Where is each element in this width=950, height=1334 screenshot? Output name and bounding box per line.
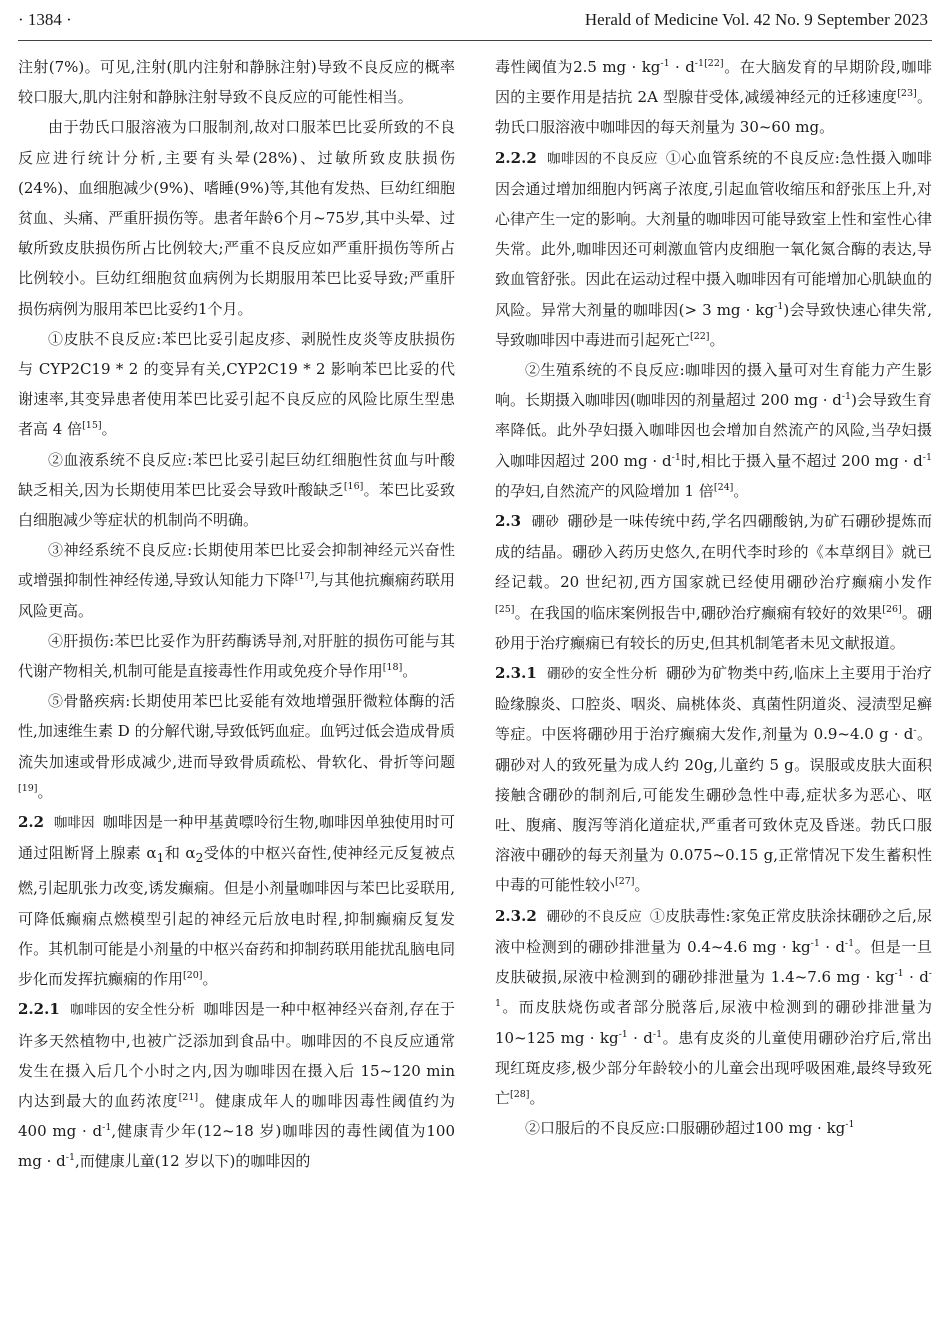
- paragraph: 毒性阈值为2.5 mg · $kg^{-1} \cdot d^{-1[22]}$。在大脑发育的早期阶段,咖啡因的主要作用是拮抗 2A 型腺苷受体,减缓神经元的迁移速度[23]。勃氏口服溶液中咖啡因的每天剂量为 30~60 mg。: [495, 58, 932, 137]
- citation: [25]: [495, 603, 515, 615]
- paragraph: ①皮肤不良反应:苯巴比妥引起皮疹、剥脱性皮炎等皮肤损伤与 CYP2C19 * 2 的变异有关,CYP2C19 * 2 影响苯巴比妥的代谢速率,其变异患者使用苯巴比妥引起不良反应的风险比原生型患者高 4 倍[15]。: [18, 329, 455, 439]
- citation: [20]: [183, 970, 203, 982]
- citation: [28]: [510, 1088, 530, 1100]
- section-2-2-2: 2.2.2 咖啡因的不良反应 ①心血管系统的不良反应:急性摄入咖啡因会通过增加细胞内钙离子浓度,引起血管收缩压和舒张压上升,对心律产生一定的影响。大剂量的咖啡因可能导致室上性和室性心律失常。此外,咖啡因还可刺激血管内皮细胞一氧化氮合酶的表达,导致血管舒张。因此在运动过程中摄入咖啡因有可能增加心肌缺血的风险。异常大剂量的咖啡因(> 3 mg · $kg^{-1}$)会导致快速心律失常,导致咖啡因中毒进而引起死亡[22]。: [495, 148, 932, 349]
- section-number: 2.3: [495, 512, 522, 531]
- section-heading: 咖啡因的不良反应: [547, 150, 658, 167]
- section-number: 2.3.2: [495, 906, 537, 925]
- section-2-2: 2.2 咖啡因 咖啡因是一种甲基黄嘌呤衍生物,咖啡因单独使用时可通过阻断肾上腺素 $\alpha_1$和 $\alpha_2$受体的中枢兴奋性,使神经元反复被点燃,引起肌张力改变,诱发癫痫。但是小剂量咖啡因与苯巴比妥联用,可降低癫痫点燃模型引起的神经元后放电时程,抑制癫痫反复发作。其机制可能是小剂量的中枢兴奋药和抑制药联用能扰乱脑电同步化而发挥抗癫痫的作用[20]。: [18, 813, 455, 989]
- right-column: [495, 52, 932, 1330]
- paragraph: ②口服后的不良反应:口服硼砂超过100 mg · $kg^{-1}$: [525, 1119, 855, 1138]
- citation: [21]: [178, 1091, 199, 1103]
- citation: [18]: [382, 662, 403, 674]
- section-2-3: 2.3 硼砂 硼砂是一味传统中药,学名四硼酸钠,为矿石硼砂提炼而成的结晶。硼砂入药历史悠久,在明代李时珍的《本草纲目》就已经记载。20 世纪初,西方国家就已经使用硼砂治疗癫痫小发作[25]。在我国的临床案例报告中,硼砂治疗癫痫有较好的效果[26]。硼砂用于治疗癫痫已有较长的历史,但其机制笔者未见文献报道。: [495, 512, 932, 652]
- section-heading: 咖啡因的安全性分析: [70, 1002, 196, 1019]
- section-2-2-1: 2.2.1 咖啡因的安全性分析 咖啡因是一种中枢神经兴奋剂,存在于许多天然植物中,也被广泛添加到食品中。咖啡因的不良反应通常发生在摄入后几个小时之内,因为咖啡因在摄入后 15~120 min 内达到最大的血药浓度[21]。健康成年人的咖啡因毒性阈值约为 400 mg · $d^{-1}$,健康青少年(12~18 岁)咖啡因的毒性阈值为100 mg · $d^{-1}$,而健康儿童(12 岁以下)的咖啡因的: [18, 1000, 455, 1171]
- citation: [23]: [897, 88, 917, 100]
- section-number: 2.2.2: [495, 148, 537, 167]
- citation: [22]: [690, 330, 710, 342]
- paragraph: 由于勃氏口服溶液为口服制剂,故对口服苯巴比妥所致的不良反应进行统计分析,主要有头晕(28%)、过敏所致皮肤损伤(24%)、血细胞减少(9%)、嗜睡(9%)等,其他有发热、巨幼红细胞贫血、头痛、严重肝损伤等。患者年龄6个月~75岁,其中头晕、过敏所致皮肤损伤所占比例较大;严重不良反应如严重肝损伤等所占比例较小。巨幼红细胞贫血病例为长期服用苯巴比妥导致;严重肝损伤病例为服用苯巴比妥约1个月。: [18, 118, 455, 318]
- section-number: 2.2: [18, 813, 45, 832]
- citation: [24]: [713, 481, 734, 493]
- journal-citation: Herald of Medicine Vol. 42 No. 9 September 2023: [584, 10, 928, 29]
- section-heading: 硼砂的不良反应: [546, 908, 642, 925]
- citation: [16]: [343, 480, 364, 492]
- paragraph: ②生殖系统的不良反应:咖啡因的摄入量可对生育能力产生影响。长期摄入咖啡因(咖啡因的剂量超过 200 mg · $d^{-1}$)会导致生育率降低。此外孕妇摄入咖啡因也会增加自然流产的风险,当孕妇摄入咖啡因超过 200 mg · $d^{-1}$时,相比于摄入量不超过 200 mg · $d^{-1}$的孕妇,自然流产的风险增加 1 倍[24]。: [495, 361, 932, 500]
- paragraph: ④肝损伤:苯巴比妥作为肝药酶诱导剂,对肝脏的损伤可能与其代谢产物相关,机制可能是直接毒性作用或免疫介导作用[18]。: [18, 631, 455, 681]
- section-number: 2.2.1: [18, 1000, 60, 1019]
- section-2-3-1: 2.3.1 硼砂的安全性分析 硼砂为矿物类中药,临床上主要用于治疗睑缘腺炎、口腔炎、咽炎、扁桃体炎、真菌性阴道炎、浸渍型足癣等症。中医将硼砂用于治疗癫痫大发作,剂量为 0.9~4.0 g · d-。硼砂对人的致死量为成人约 20g,儿童约 5 g。误服或皮肤大面积接触含硼砂的制剂后,可能发生硼砂急性中毒,症状多为恶心、呕吐、腹痛、腹泻等消化道症状,严重者可致休克及昏迷。勃氏口服溶液中硼砂的每天剂量为 0.075~0.15 g,正常情况下发生蓄积性中毒的可能性较小[27]。: [495, 664, 932, 895]
- section-number: 2.3.1: [495, 664, 537, 683]
- citation: [19]: [18, 782, 38, 794]
- citation: [27]: [615, 876, 635, 888]
- paragraph: ②血液系统不良反应:苯巴比妥引起巨幼红细胞性贫血与叶酸缺乏相关,因为长期使用苯巴比妥会导致叶酸缺乏[16]。苯巴比妥致白细胞减少等症状的机制尚不明确。: [18, 450, 455, 530]
- citation: [22]: [704, 58, 724, 69]
- header-rule: [18, 40, 932, 41]
- paragraph: ③神经系统不良反应:长期使用苯巴比妥会抑制神经元兴奋性或增强抑制性神经传递,导致认知能力下降[17],与其他抗癫痫药联用风险更高。: [18, 541, 455, 620]
- section-heading: 硼砂: [531, 514, 560, 531]
- citation: [17]: [294, 571, 315, 583]
- running-header: [0, 0, 950, 44]
- citation: [15]: [82, 420, 102, 432]
- citation: [26]: [882, 603, 902, 615]
- paragraph: ⑤骨骼疾病:长期使用苯巴比妥能有效地增强肝微粒体酶的活性,加速维生素 D 的分解代谢,导致低钙血症。血钙过低会造成骨质流失加速或骨形成减少,进而导致骨质疏松、骨软化、骨折等问题[19]。: [18, 692, 455, 801]
- left-column: [18, 52, 455, 1330]
- paragraph: 注射(7%)。可见,注射(肌内注射和静脉注射)导致不良反应的概率较口服大,肌内注射和静脉注射导致不良反应的可能性相当。: [18, 58, 455, 107]
- section-2-3-2: 2.3.2 硼砂的不良反应 ①皮肤毒性:家兔正常皮肤涂抹硼砂之后,尿液中检测到的硼砂排泄量为 0.4~4.6 mg · $kg^{-1} \cdot d^{-1}$。但是一旦皮肤破损,尿液中检测到的硼砂排泄量为 1.4~7.6 mg · $kg^{-1} \cdot d^{-1}$。而皮肤烧伤或者部分脱落后,尿液中检测到的硼砂排泄量为 10~125 mg · $kg^{-1} \cdot d^{-1}$。患有皮炎的儿童使用硼砂治疗后,常出现红斑皮疹,极少部分年龄较小的儿童会出现呼吸困难,最终导致死亡[28]。: [495, 906, 932, 1107]
- section-heading: 硼砂的安全性分析: [547, 666, 658, 683]
- section-heading: 咖啡因: [53, 815, 95, 832]
- page-number: · 1384 ·: [18, 10, 72, 29]
